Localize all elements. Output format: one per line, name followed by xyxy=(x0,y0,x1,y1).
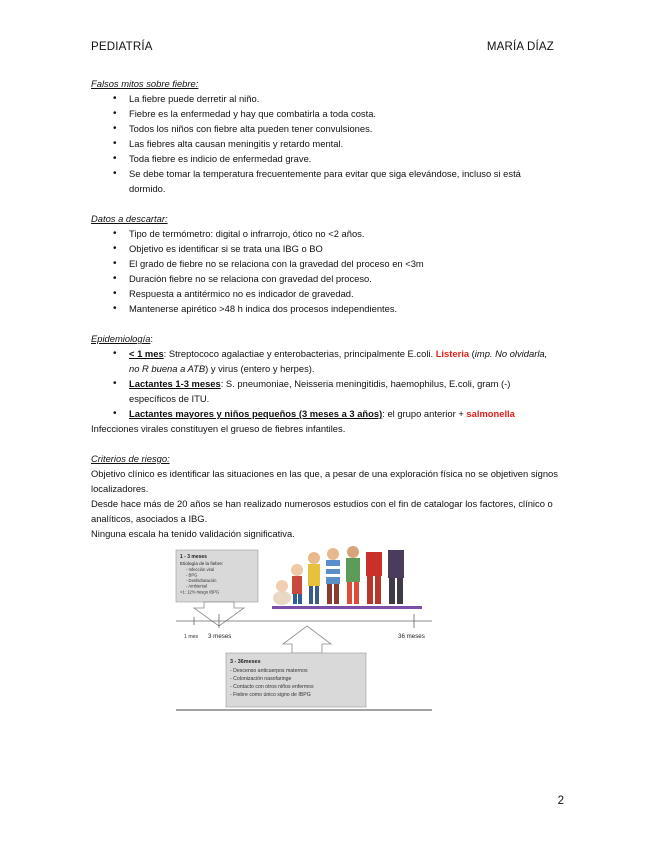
section-mitos xyxy=(91,76,558,196)
list-item: • Fiebre es la enfermedad y hay que combatirla a toda costa. xyxy=(91,106,558,121)
fever-timeline-figure xyxy=(174,546,436,711)
section-criterios xyxy=(91,451,558,541)
box1-line: - Deshidratación xyxy=(186,578,217,583)
item-text: : S. pneumoniae, Neisseria meningitidis, haemophilus, E.coli, gram (-) específicos de ITU. xyxy=(129,378,511,404)
list-item: • Objetivo es identificar si se trata una IBG o BO xyxy=(91,241,558,256)
box1-line: - Infección viral xyxy=(186,567,215,572)
children-photo xyxy=(272,546,422,609)
paragraph: Desde hace más de 20 años se han realizado numerosos estudios con el fin de catalogar los factores, clínico o analíticos, asociados a IBG. xyxy=(91,498,553,524)
section-title-epidemiologia xyxy=(91,331,558,346)
box2-title: 3 - 36meses xyxy=(230,659,261,665)
box1-line: - Ambiental xyxy=(186,583,207,589)
box2-line: - Fiebre como único signo de IBPG xyxy=(230,692,311,698)
header-right: MARÍA DÍAZ xyxy=(486,41,554,53)
highlight-salmonella: salmonella xyxy=(466,408,515,419)
paragraph: Objetivo clínico es identificar las situaciones en las que, a pesar de una exploración física no se objetiven signos localizadores. xyxy=(91,468,558,494)
section-datos xyxy=(91,211,558,316)
list-item: • Todos los niños con fiebre alta pueden tener convulsiones. xyxy=(91,121,558,136)
list-item: • Respuesta a antitérmico no es indicador de gravedad. xyxy=(91,286,558,301)
box2-line: - Contacto con otros niños enfermos xyxy=(230,684,314,690)
list-epidemiologia xyxy=(91,346,558,421)
list-item: • Tipo de termómetro: digital o infrarrojo, ótico no <2 años. xyxy=(91,226,558,241)
document-body xyxy=(91,76,558,556)
item-label: Lactantes 1-3 meses xyxy=(129,378,221,389)
box1-line: <1: 12% riesgo IBPG xyxy=(180,589,220,595)
item-label: Lactantes mayores y niños pequeños (3 meses a 3 años) xyxy=(129,408,383,419)
paragraph: Ninguna escala ha tenido validación significativa. xyxy=(91,528,295,539)
list-item: • Duración fiebre no se relaciona con gravedad del proceso. xyxy=(91,271,558,286)
item-text: : el grupo anterior + xyxy=(382,408,467,419)
list-item: • Las fiebres alta causan meningitis y retardo mental. xyxy=(91,136,558,151)
list-datos xyxy=(91,226,558,316)
section-title-mitos: Falsos mitos sobre fiebre: xyxy=(91,78,199,89)
section-title-text: Epidemiología xyxy=(91,333,151,344)
header-left: PEDIATRÍA xyxy=(91,41,153,53)
item-text: : Streptococo agalactiae y enterobacterias, principalmente E.coli. xyxy=(163,348,436,359)
timeline-label: 1 mes xyxy=(184,634,199,640)
box1-line: - BPG xyxy=(186,572,198,578)
section-epidemiologia xyxy=(91,331,558,436)
timeline-label: 36 meses xyxy=(398,633,425,640)
item-note: imp. No olvidarla, no R buena a ATB xyxy=(129,348,548,374)
section-title-datos: Datos a descartar: xyxy=(91,213,168,224)
list-item-menor-1-mes xyxy=(91,346,558,376)
list-item: • Mantenerse apirético >48 h indica dos procesos independientes. xyxy=(91,301,558,316)
section-title-criterios: Criterios de riesgo: xyxy=(91,453,170,464)
box1-subtitle: Etiología de la fiebre: xyxy=(180,561,224,566)
box2-line: - Colonización nasofaringe xyxy=(230,676,292,682)
epidemiologia-footer: Infecciones virales constituyen el grueso de fiebres infantiles. xyxy=(91,423,346,434)
section-title-colon: : xyxy=(150,333,154,344)
highlight-listeria: Listeria xyxy=(435,348,470,359)
list-mitos xyxy=(91,91,558,196)
item-rest: ) y virus (entero y herpes). xyxy=(205,363,315,374)
list-item: • El grado de fiebre no se relaciona con la gravedad del proceso en <3m xyxy=(91,256,558,271)
list-item-lactantes-1-3 xyxy=(91,376,558,406)
box1-title: 1 - 3 meses xyxy=(180,554,207,560)
box2-line: - Descenso anticuerpos maternos xyxy=(230,668,308,674)
item-label: < 1 mes xyxy=(129,348,164,359)
page-number: 2 xyxy=(557,795,564,807)
item-paren: ( xyxy=(469,348,475,359)
list-item-lactantes-mayores xyxy=(91,406,558,421)
list-item: • Se debe tomar la temperatura frecuentemente para evitar que siga elevándose, incluso si está dormido. xyxy=(91,166,558,196)
list-item: • Toda fiebre es indicio de enfermedad grave. xyxy=(91,151,558,166)
timeline-label: 3 meses xyxy=(208,633,232,640)
list-item: • La fiebre puede derretir al niño. xyxy=(91,91,558,106)
